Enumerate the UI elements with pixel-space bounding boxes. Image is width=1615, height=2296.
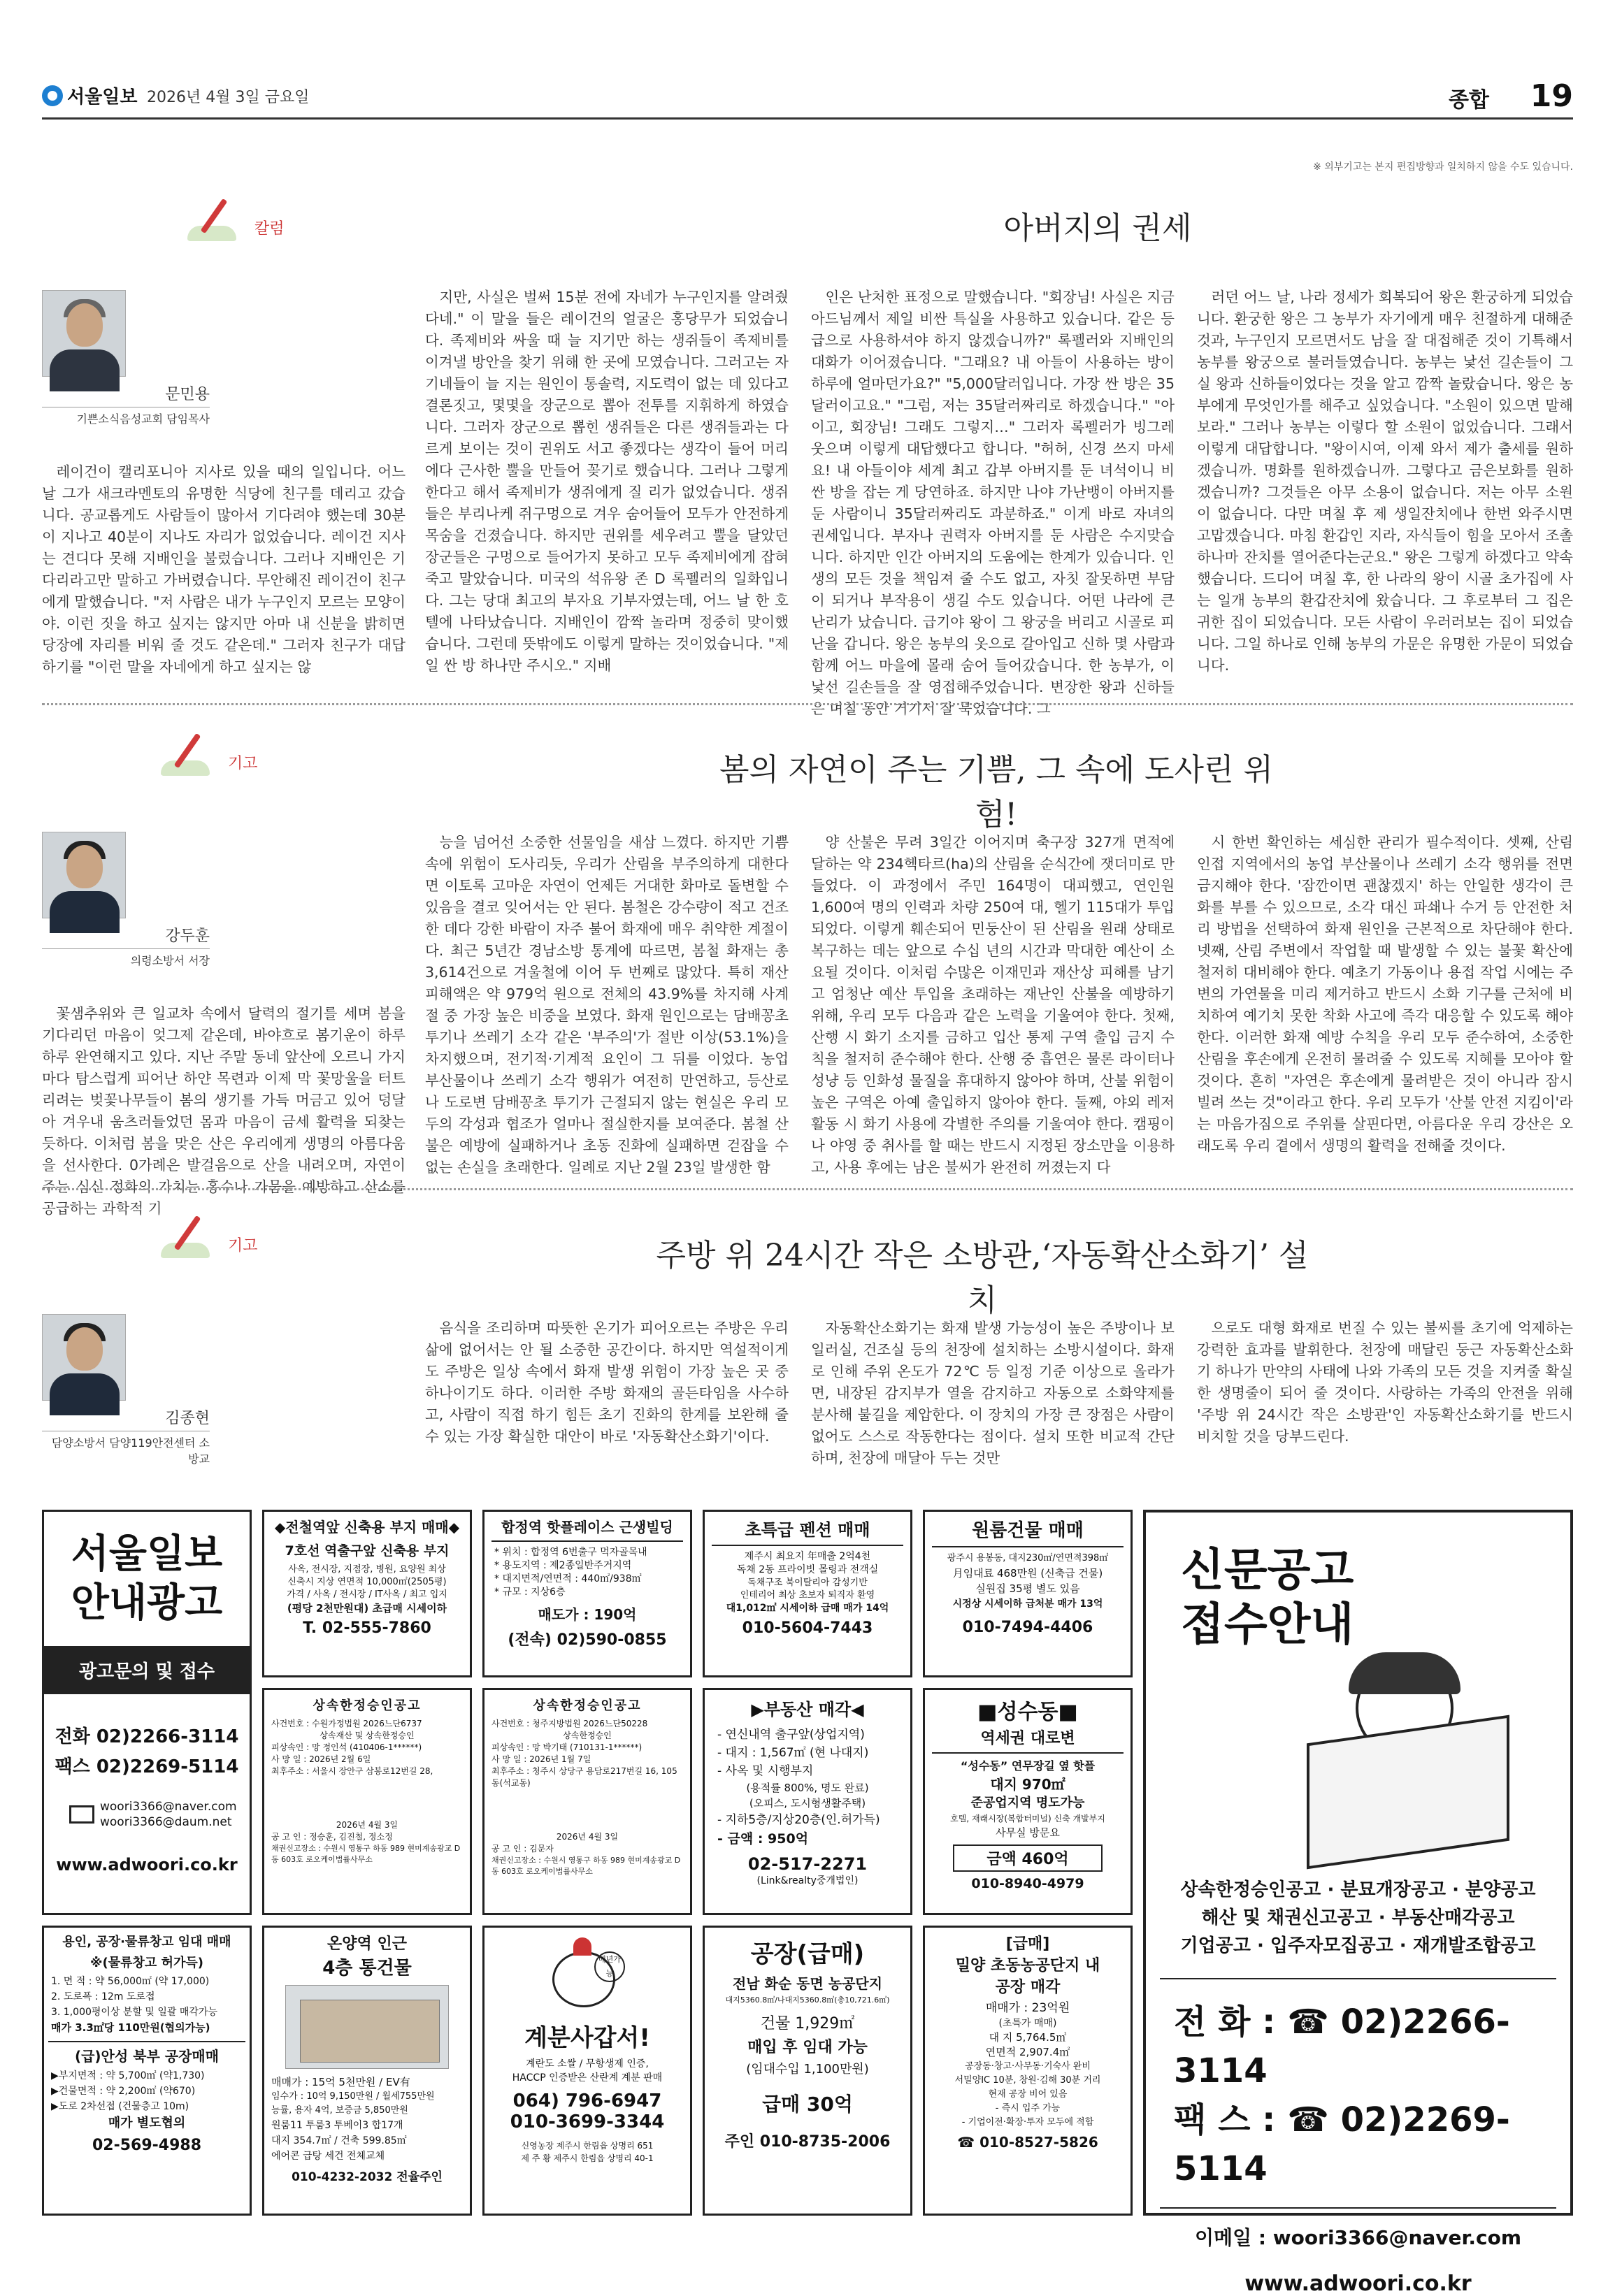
article2-column-3 [811, 832, 1175, 1178]
ad-line: 2026년 4월 3일 [556, 1832, 619, 1842]
ad-price: 급매 30억 [762, 2093, 853, 2116]
ad-line: 호텔, 재래시장(복합터미널) 신축 개발부지 [950, 1814, 1105, 1824]
ad-line: 최후주소 : 서울시 장안구 삼봉로12번길 28, [271, 1766, 433, 1776]
ad-price: 금액 460억 [953, 1844, 1103, 1872]
ad-line: 공 고 인 : 정승훈, 김진철, 정소정 [271, 1832, 393, 1842]
ad-title: 신문공고 [1181, 1545, 1354, 1596]
ad-line: 月임대료 468만원 (신축급 건물) [952, 1567, 1103, 1580]
ad-line: * 용도지역 : 제2종일반주거지역 [494, 1560, 632, 1571]
pen-book-icon [161, 1216, 224, 1258]
ad-line: 준공업지역 명도가능 [970, 1796, 1085, 1810]
ad-phone[interactable]: 주인 010-8735-2006 [724, 2133, 891, 2151]
ad-seongsu-sale[interactable] [923, 1688, 1133, 1915]
ad-line: 사 망 일 : 2026년 2월 6일 [271, 1754, 371, 1764]
ad-guide-contact-label: 광고문의 및 접수 [44, 1646, 250, 1694]
ad-line: 신축시 지상 연면적 10,000㎡(2505평) [287, 1577, 447, 1587]
ad-line: 매매가 : 15억 5천만원 / EV有 [271, 2076, 410, 2088]
paragraph: 능을 넘어선 소중한 선물임을 새삼 느꼈다. 하지만 기쁨 속에 위험이 도사리듯, 우리가 산림을 부주의하게 대한다면 이토록 고마운 자연이 언제든 거대한 화마로 돌변할 수 있음을 결코 잊어서는 안 된다. 봄철은 강수량이 적고 건조한 데다 강한 바람이 자주 불어 화재에 매우 취약한 계절이다. 최근 5년간 경남소방 통계에 따르면, 봄철 화재는 총 3,614건으로 겨울철에 이어 두 번째로 많았다. 특히 재산 피해액은 약 979억 원으로 전체의 43.9%를 차지해 사계절 중 가장 높은 비중을 보였다. 화재 원인으로는 담배꽁초 투기나 쓰레기 소각 같은 '부주의'가 절반 이상(53.1%)을 차지했으며, 전기적·기계적 요인이 그 뒤를 이었다. 농업 부산물이나 쓰레기 소각 행위가 여전히 만연하고, 등산로나 도로변 담배꽁초 투기가 근절되지 않는 현실은 우리 모두의 각성과 협조가 얼마나 절실한지를 보여준다. 봄철 산불은 예방에 실패하거나 초동 진화에 실패하면 걷잡을 수 없는 손실을 초래한다. 일례로 지난 2월 23일 발생한 함 [425, 834, 789, 1176]
paragraph: 양 산불은 무려 3일간 이어지며 축구장 327개 면적에 달하는 약 234헥타르(ha)의 산림을 순식간에 잿더미로 만들었다. 이 과정에서 주민 164명이 대피했고, 연인원 1,600여 명의 인력과 차량 250여 대, 헬기 115대가 투입되었다. 이렇게 훼손되어 민둥산이 된 산림을 원래 상태로 복구하는 데는 앞으로 수십 년의 시간과 막대한 예산이 소요될 것이다. 이처럼 수많은 이재민과 재산상 피해를 남기고 엄청난 예산 투입을 초래하는 재난인 산불을 예방하기 위해, 우리 모두 다음과 같은 노력을 기울여야 한다. 첫째, 산행 시 화기 소지를 금하고 입산 통제 구역 출입 금지 수칙을 철저히 준수해야 한다. 산행 중 흡연은 물론 라이터나 성냥 등 인화성 물질을 휴대하지 않아야 하며, 산불 위험이 높은 구역은 아예 출입하지 않아야 한다. 둘째, 야외 레저 활동 시 화기 사용에 각별한 주의를 기울여야 한다. 캠핑이나 야영 중 취사를 할 때는 반드시 지정된 장소만을 이용하고, 사용 후에는 남은 불씨가 완전히 꺼졌는지 다 [811, 834, 1175, 1176]
article2-title: 봄의 자연이 주는 기쁨, 그 속에 도사린 위험! [719, 752, 1273, 832]
ad-line: 2026년 4월 3일 [336, 1820, 399, 1830]
paragraph: 레이건이 캘리포니아 지사로 있을 때의 일입니다. 어느 날 그가 새크라멘토의 유명한 식당에 친구를 데리고 갔습니다. 공교롭게도 사람들이 많아서 기다려야 했는데 30분이 지나고 40분이 지나도 자리가 없었습니다. 레이건 지사는 견디다 못해 지배인을 불렀습니다. 그러나 지배인은 기다리라고만 말하고 가버렸습니다. 무안해진 레이건이 친구에게 말했습니다. "저 사람은 내가 누구인지 모르는 모양이야. 이런 짓을 하고 싶지는 않지만 아마 내 신분을 밝히면 당장에 자리를 비워 줄 것도 같은데." 그러자 친구가 대답하기를 "이런 말을 자네에게 하고 싶지는 않 [42, 463, 405, 675]
contribution-label [161, 1216, 258, 1258]
article3-author [42, 1314, 210, 1466]
ad-guide-subtitle: 안내광고 [71, 1580, 223, 1626]
ad-title: 용인, 공장·물류창고 임대 매매 [62, 1935, 231, 1949]
author-name: 김종현 [42, 1406, 210, 1431]
paragraph: 음식을 조리하며 따뜻한 온기가 피어오르는 주방은 우리 삶에 없어서는 안 될 소중한 공간이다. 하지만 역설적이게도 주방은 일상 속에서 화재 발생 위험이 가장 높은 곳 중 하나이기도 하다. 이러한 주방 화재의 골든타임을 사수하고, 사람이 직접 하기 힘든 초기 진화의 한계를 보완해 줄 수 있는 가장 확실한 대안이 바로 '자동확산소화기'이다. [425, 1320, 789, 1445]
ad-subtitle: 역세권 대로변 [980, 1730, 1075, 1747]
ad-line: 시정상 시세이하 급처분 매가 13억 [952, 1598, 1103, 1610]
author-photo [42, 1314, 126, 1401]
article2-column-1 [42, 1003, 405, 1220]
ad-factory-lease[interactable] [42, 1926, 252, 2216]
ad-phone[interactable]: 010-8940-4979 [971, 1876, 1084, 1891]
ad-phone[interactable]: 02-569-4988 [92, 2137, 202, 2154]
article3-column-3 [811, 1317, 1175, 1469]
ad-line: 매가 별도협의 [108, 2116, 186, 2130]
paragraph: 꽃샘추위와 큰 일교차 속에서 달력의 절기를 세며 봄을 기다리던 마음이 엊그제 같은데, 바야흐로 봄기운이 하루하루 완연해지고 있다. 지난 주말 동네 앞산에 오르니 가지마다 탐스럽게 피어난 하얀 목련과 이제 막 꽃망울을 터트리려는 벚꽃나무들이 봄의 생기를 가득 머금고 있어 덩달아 겨우내 움츠러들었던 몸과 마음이 금세 활력을 되찾는 듯하다. 이처럼 봄을 맞은 산은 우리에게 생명의 아름다움을 선사한다. 0가례은 발걸음으로 산을 내려오며, 자연이 주는 심신 정화의 가치는 홍수나 가뭄을 예방하고 산소를 공급하는 과학적 기 [42, 1005, 405, 1217]
ad-line: 현재 공장 비어 있음 [988, 2089, 1068, 2100]
newspaper-reader-icon [1307, 1652, 1516, 1862]
ad-line: 실원집 35평 별도 있음 [975, 1582, 1080, 1595]
article2-author [42, 832, 210, 968]
ad-line: * 대지면적/연면적 : 440㎡/938㎡ [494, 1573, 642, 1584]
ad-line: ▶부지면적 : 약 5,700㎡ (약1,730) [51, 2070, 205, 2081]
author-role: 기쁜소식음성교회 담임목사 [76, 412, 210, 426]
column-label [187, 199, 285, 241]
ad-inheritance-notice-2[interactable] [482, 1688, 692, 1915]
ad-line: 가격 / 사옥 / 전시장 / IT사옥 / 최고 입지 [287, 1589, 447, 1600]
ad-line: 독채구조 북이탈리아 감성기반 [747, 1577, 868, 1588]
ad-line: (초특가 매매) [998, 2018, 1057, 2029]
ad-line: (용적률 800%, 명도 완료) [746, 1782, 869, 1794]
ad-title: 공장(급매) [750, 1940, 865, 1968]
ad-line: 임수가 : 10억 9,150만원 / 월세755만원 [271, 2091, 435, 2102]
ad-inheritance-notice-1[interactable] [262, 1688, 472, 1915]
ad-subtitle: 7호선 역출구앞 신축용 부지 [285, 1543, 450, 1559]
ad-line: 서밀양IC 10분, 창원·김해 30분 거리 [954, 2075, 1101, 2086]
ad-line: (임대수입 1,100만원) [746, 2062, 869, 2077]
ad-line: 상속한정승인 [563, 1731, 612, 1740]
paragraph: 러던 어느 날, 나라 정세가 회복되어 왕은 환궁하게 되었습니다. 환궁한 왕은 그 농부가 자기에게 매우 친절하게 대해준 것과, 누구인지 모르면서도 남을 잘 대접해준 것이 기특해서 농부를 왕궁으로 불러들였습니다. 농부는 낯선 길손들이 그 실 왕과 신하들이었다는 것을 알고 깜짝 놀랐습니다. 왕은 농부에게 무엇인가를 해주고 싶었습니다. "소원이 있으면 말해보라." 그러나 농부는 이렇다 할 소원이 없었습니다. 그래서 이렇게 대답합니다. "왕이시여, 이제 와서 제가 출세를 원하겠습니까. 명화를 원하겠습니까. 그렇다고 금은보화를 원하겠습니까? 그것들은 아무 소용이 없습니다. 저는 아무 소원이 없습니다. 다만 며칠 후 제 생일잔치에나 한번 와주시면 고맙겠습니다. 마침 환갑인 지라, 자식들이 힘을 모아서 조촐하나마 잔치를 열어준다는군요." 왕은 그렇게 하겠다고 약속했습니다. 드디어 며칠 후, 한 나라의 왕이 시골 초가집에 사는 일개 농부의 환갑잔치에 왔습니다. 그 후로부터 그 집은 귀한 집이 되었습니다. 모든 사람이 우러러보는 집이 되었습니다. 그일 하나로 인해 농부의 가문은 유명한 가문이 되었습니다. [1197, 289, 1573, 674]
envelope-icon [69, 1805, 94, 1824]
ad-phone[interactable]: 010-7494-4406 [962, 1619, 1093, 1636]
ad-title: 초특급 펜션 매매 [745, 1520, 870, 1540]
ad-phone[interactable]: T. 02-555-7860 [303, 1619, 431, 1637]
ad-line: 능률, 용자 4억, 보증금 5,850만원 [271, 2105, 408, 2116]
ad-title: ◆전철역앞 신축용 부지 매매◆ [274, 1519, 460, 1536]
ad-line: 제주시 최요지 年매출 2억4천 [744, 1551, 871, 1562]
ad-onyang-building[interactable] [262, 1926, 472, 2216]
ad-line: (오피스, 도시형생활주택) [749, 1797, 866, 1810]
section-name: 종합 [1449, 88, 1489, 113]
ad-building-sale[interactable] [482, 1510, 692, 1677]
ad-line: 해산 및 채권신고공고 · 부동산매각공고 [1201, 1907, 1515, 1928]
section-divider [42, 703, 1573, 705]
ad-manure-sale[interactable] [482, 1926, 692, 2216]
ad-line: 대1,012㎡ 시세이하 급매 매가 14억 [726, 1603, 889, 1614]
badge: 매년가능 [594, 1951, 625, 1982]
section-divider [42, 1188, 1573, 1190]
email-2[interactable]: woori3366@daum.net [100, 1815, 232, 1829]
ad-agent: (Link&realty중개법인) [756, 1875, 859, 1886]
ad-line: 대지 354.7㎡ / 건축 599.85㎡ [271, 2135, 407, 2146]
ad-line: 독채 2동 프라이빗 몰링과 전객실 [736, 1564, 879, 1575]
ad-phone[interactable]: (전속) 02)590-0855 [508, 1631, 667, 1649]
ad-subtitle: 접수안내 [1181, 1599, 1354, 1651]
ad-phone[interactable]: 010-4232-2032 전율주인 [292, 2170, 443, 2184]
ad-line: 3. 1,000평이상 분할 및 일괄 매각가능 [51, 2007, 217, 2018]
ad-guide-fax[interactable]: 팩스 02)2269-5114 [55, 1756, 239, 1777]
ad-line: - 대지 : 1,567㎡ (현 나대지) [717, 1746, 869, 1760]
ad-line: “성수동” 연무장길 옆 핫플 [960, 1759, 1096, 1772]
page-number: 19 [1530, 78, 1573, 114]
issue-date: 2026년 4월 3일 금요일 [147, 89, 310, 106]
ad-line: 건물 1,929㎡ [760, 2015, 855, 2033]
ad-line: 채권신고장소 : 수원시 영통구 하동 989 현미계송광교 D동 603호 로오케이법률사무소 [271, 1844, 461, 1864]
author-name: 문민용 [42, 382, 210, 407]
ad-phone[interactable]: 전 화 : ☎ 02)2266-3114 [1174, 2002, 1510, 2091]
classified-ads [42, 1510, 1573, 2296]
ad-line: 사옥, 전시장, 지점장, 병원, 요양원 최상 [288, 1564, 446, 1575]
article1-title: 아버지의 권세 [1003, 210, 1192, 246]
ad-title-2: (급)안성 북부 공장매매 [74, 2048, 220, 2065]
ad-line: 상속재산 및 상속한정승인 [320, 1731, 415, 1740]
paragraph: 시 한번 확인하는 세심한 관리가 필수적이다. 셋째, 산림 인접 지역에서의 농업 부산물이나 쓰레기 소각 행위를 전면 금지해야 한다. '잠깐이면 괜찮겠지' 하는 안일한 생각이 큰 화를 부를 수 있으므로, 소각 대신 파쇄나 수거 등 안전한 처리 방법을 선택하여 화재 원인을 근본적으로 차단해야 한다. 넷째, 산림 주변에서 작업할 때 발생할 수 있는 불꽃 확산에 철저히 대비해야 한다. 예초기 가동이나 용접 작업 시에는 주변의 가연물을 미리 제거하고 반드시 소화 기구를 근처에 비치하여 예기치 못한 착화 사고에 즉각 대응할 수 있도록 해야 한다. 이러한 화재 예방 수칙을 우리 모두 준수하여, 소중한 산림을 후손에게 온전히 물려줄 수 있도록 지혜를 모아야 할 것이다. 흔히 "자연은 후손에게 물려받은 것이 아니라 잠시 빌려 쓰는 것"이라고 한다. 우리 모두가 '산불 안전 지킴이'라는 마음가짐으로 주위를 살핀다면, 아름다운 우리 강산은 오래도록 우리 곁에서 생명의 활력을 전해줄 것이다. [1197, 834, 1573, 1154]
masthead-rule [42, 117, 1573, 120]
ad-title: ▶부동산 매각◀ [751, 1700, 864, 1719]
article1-column-3 [811, 287, 1175, 720]
ad-line: - 금액 : 950억 [717, 1831, 809, 1847]
author-role: 담양소방서 담양119안전센터 소방교 [51, 1436, 210, 1466]
author-photo [42, 290, 126, 377]
ad-line: 매입 후 임대 가능 [747, 2039, 868, 2056]
contribution-label-text: 기고 [228, 1237, 258, 1255]
ad-line: 사건번호 : 청주지방법원 2026느단50228 [491, 1719, 648, 1728]
ad-pension-sale[interactable] [703, 1510, 912, 1677]
ad-subtitle: ※(물류창고 허가득) [90, 1956, 203, 1970]
ad-line: ▶건물면적 : 약 2,200㎡ (약670) [51, 2086, 196, 2097]
ad-line: 공장동·창고·사무동·기숙사 완비 [965, 2061, 1091, 2072]
ad-line: * 규모 : 지상6층 [494, 1587, 566, 1598]
article1-column-4 [1197, 287, 1573, 677]
ad-subtitle: 밀양 초동농공단지 내 [955, 1957, 1100, 1974]
ad-line: 1. 면 적 : 약 56,000㎡ (약 17,000) [51, 1976, 210, 1987]
ad-guide[interactable] [42, 1510, 252, 1915]
ad-land-sale[interactable] [262, 1510, 472, 1677]
ad-line: 대지5360.8㎡/나대지5360.8㎡(총10,721.6㎡) [725, 1995, 890, 2005]
ad-miryang-factory[interactable] [923, 1926, 1133, 2216]
author-name: 강두훈 [42, 924, 210, 949]
ad-title: [급매] [1005, 1935, 1050, 1953]
building-photo [285, 1985, 449, 2069]
ad-price: 매도가 : 190억 [538, 1606, 637, 1623]
ad-subtitle-2: 공장 매각 [995, 1979, 1061, 1996]
ad-line: 사건번호 : 수원가정법원 2026느단6737 [271, 1719, 422, 1728]
article2-column-4 [1197, 832, 1573, 1157]
article3-column-4 [1197, 1317, 1573, 1447]
ad-guide-tel[interactable]: 전화 02)2266-3114 [55, 1726, 239, 1747]
chicken-icon [545, 1937, 629, 2014]
paragraph: 지만, 사실은 벌써 15분 전에 자네가 누구인지를 알려줬다네." 이 말을 들은 레이건의 얼굴은 홍당무가 되었습니다. 족제비와 싸울 때 늘 지기만 하는 생쥐들이 족제비를 이겨낼 방안을 찾기 위해 한 곳에 모였습니다. 그러고는 자기네들이 늘 지는 원인이 통솔력, 지도력이 없는 데 있다고 결론짓고, 몇몇을 장군으로 뽑아 전투를 지휘하게 하였습니다. 그러자 장군으로 뽑힌 생쥐들은 다른 생쥐들과는 다르게 보이는 것이 권위도 서고 좋겠다는 생각이 들어 머리에다 근사한 뿔을 만들어 꽂기로 했습니다. 그러나 그렇게 한다고 해서 족제비가 생쥐에게 질 리가 없었습니다. 생쥐들은 부리나케 쥐구멍으로 겨우 숨어들어 모두가 안전하게 목숨을 건졌습니다. 하지만 권위를 세우려고 뿔을 달았던 장군들은 구멍으로 들어가지 못하고 모두 족제비에게 잡혀 죽고 말았습니다. 미국의 석유왕 존 D 록펠러의 일화입니다. 그는 당대 최고의 부자요 기부자였는데, 어느 날 한 호텔에 나타났습니다. 지배인이 깜짝 놀라며 정중히 맞이했습니다. 그런데 뜻밖에도 이렇게 말하는 것이었습니다. "제일 싼 방 하나만 주시오." 지배 [425, 289, 789, 674]
ad-line: - 지하5층/지상20층(인.허가득) [717, 1813, 880, 1827]
ad-line: * 위치 : 합정역 6번출구 먹자골목내 [494, 1547, 647, 1558]
author-photo [42, 832, 126, 918]
ad-line: 에어콘 급탕 세건 전체교체 [271, 2151, 385, 2162]
email-1[interactable]: woori3366@naver.com [100, 1800, 237, 1814]
ad-line: 매가 3.3㎡당 110만원(협의가능) [51, 2021, 210, 2034]
ad-line: 광주시 용봉동, 대지230㎡/연면적398㎡ [947, 1553, 1109, 1564]
ad-phone[interactable]: ☎ 010-8527-5826 [957, 2134, 1098, 2151]
ad-line: 최후주소 : 청주시 상당구 용담로217번길 16, 105동(석교동) [491, 1766, 677, 1788]
ad-title: ■성수동■ [977, 1700, 1078, 1724]
masthead [42, 78, 1573, 117]
newspaper-logo[interactable] [42, 82, 137, 108]
ad-line: ▶도로 2차선접 (건물층고 10m) [51, 2101, 189, 2112]
ad-title: 합정역 핫플레이스 근생빌딩 [501, 1519, 673, 1536]
ad-guide-title: 서울일보 [71, 1531, 223, 1577]
article3-column-2 [425, 1317, 789, 1447]
ad-line: 인테리어 최상 초보자 퇴직자 환영 [740, 1590, 875, 1601]
ad-email[interactable]: 이메일 : woori3366@naver.com [1194, 2226, 1522, 2249]
ad-guide-website[interactable]: www.adwoori.co.kr [56, 1855, 238, 1875]
ad-line: - 기업이전·확장·투자 모두에 적합 [961, 2117, 1094, 2128]
article2-column-2 [425, 832, 789, 1178]
ad-line: - 연신내역 출구앞(상업지역) [717, 1728, 865, 1742]
ad-line: 사무실 방문요 [996, 1826, 1060, 1839]
ad-title: 원룸건물 매매 [972, 1520, 1084, 1541]
ad-line: 기업공고 · 입주자모집공고 · 재개발조합공고 [1180, 1935, 1536, 1956]
ad-phone[interactable]: 010-3699-3344 [510, 2111, 665, 2132]
paragraph: 자동확산소화기는 화재 발생 가능성이 높은 주방이나 보일러실, 건조실 등의 천장에 설치하는 소방시설이다. 화재로 인해 주위 온도가 72℃ 등 일정 기준 이상으로 올라가면, 내장된 감지부가 열을 감지하고 자동으로 소화약제를 분사해 불길을 제압한다. 이 장치의 가장 큰 장점은 사람이 없어도 스스로 작동한다는 점이다. 설치 또한 비교적 간단하며, 천장에 매달아 두는 것만 [811, 1320, 1175, 1466]
paragraph: 으로도 대형 화재로 번질 수 있는 불씨를 초기에 억제하는 강력한 효과를 발휘한다. 천장에 매달린 둥근 자동확산소화기 하나가 만약의 사태에 나와 가족의 모든 것을 지켜줄 확실한 생명줄이 되어 줄 것이다. 사랑하는 가족의 안전을 위해 '주방 위 24시간 작은 소방관'인 자동확산소화기를 반드시 비치할 것을 당부드린다. [1197, 1320, 1573, 1445]
ad-line: 원룸11 투룸3 투베이3 합17개 [271, 2120, 403, 2131]
ad-notice-reception[interactable] [1143, 1510, 1573, 2296]
ad-line: 연면적 2,907.4㎡ [985, 2046, 1070, 2058]
ad-line: 대 지 5,764.5㎡ [989, 2031, 1067, 2044]
ad-line: 전남 화순 동면 농공단지 [732, 1975, 883, 1992]
ad-oneroom-sale[interactable] [923, 1510, 1133, 1677]
ad-phone[interactable]: 02-517-2271 [747, 1854, 868, 1874]
ad-phone[interactable]: 064) 796-6947 [512, 2091, 662, 2111]
column-label-text: 칼럼 [254, 220, 285, 238]
pen-book-icon [187, 199, 250, 241]
logo-text: 서울일보 [67, 87, 138, 108]
ad-line: 매매가 : 23억원 [985, 2001, 1070, 2015]
disclaimer: ※ 외부기고는 본지 편집방향과 일치하지 않을 수도 있습니다. [1313, 161, 1573, 173]
contribution-label [161, 734, 258, 776]
ad-line: 계란도 소쌀 / 무항생제 인증, [526, 2058, 649, 2070]
ad-title: 상속한정승인공고 [313, 1698, 422, 1713]
ad-line: 신영농장 제주시 한림읍 상명리 651 [521, 2141, 654, 2151]
paragraph: 인은 난처한 표정으로 말했습니다. "회장님! 사실은 지금 아드님께서 제일 비싼 특실을 사용하고 있습니다. 같은 등급으로 사용하셔야 하지 않겠습니까?" 록펠러와 지배인의 대화가 이어졌습니다. "그래요? 내 아들이 사용하는 방이 하루에 얼마던가요?" "5,000달러입니다. 가장 싼 방은 35달러이고요." "그럼, 저는 35달러짜리로 하겠습니다." "아이고, 회장님! 그래도 그렇지…" 그러자 록펠러가 빙그레 웃으며 이렇게 대답했다고 합니다. "허허, 신경 쓰지 마세요! 내 아들이야 세계 최고 갑부 아버지를 둔 녀석이니 비싼 방을 잡는 게 당연하죠. 하지만 나야 가난뱅이 아버지를 둔 사람이니 35달러짜리도 과분하죠." 이게 바로 자녀의 권세입니다. 부자나 권력자 아버지를 둔 사람은 수지맞습니다. 하지만 인간 아버지의 도움에는 한계가 있습니다. 인생의 모든 것을 책임져 줄 수도 없고, 자칫 잘못하면 부담이 되거나 부작용이 생길 수도 있습니다. 어떤 나라에 큰 난리가 났습니다. 급기야 왕이 그 왕궁을 버리고 시골로 피난을 갑니다. 왕은 농부의 옷으로 갈아입고 신하 몇 사람과 함께 어느 마을에 몰래 숨어 들어갔습니다. 한 농부가, 이 낯선 길손들을 잘 영접해주었습니다. 변장한 왕과 신하들은 며칠 동안 거기서 잘 묵었습니다. 그 [811, 289, 1175, 717]
article1-author [42, 290, 210, 426]
ad-line: 2. 도로폭 : 12m 도로접 [51, 1991, 155, 2002]
ad-line: 피상속인 : 망 정인석 (410406-1******) [271, 1742, 422, 1752]
ad-line: - 즉시 입주 가능 [995, 2103, 1061, 2114]
ad-title: 상속한정승인공고 [533, 1698, 642, 1713]
ad-guide-email [69, 1799, 250, 1830]
ad-title: 온양역 인근 [327, 1935, 407, 1953]
ad-title: 계분사갑서! [524, 2024, 650, 2052]
contribution-label-text: 기고 [228, 755, 258, 772]
article1-column-1 [42, 461, 405, 678]
ad-line: 채권신고장소 : 수원시 영통구 하동 989 현미계송광교 D동 603호 로오케이법률사무소 [491, 1856, 681, 1876]
ad-fax[interactable]: 팩 스 : ☎ 02)2269-5114 [1174, 2100, 1510, 2188]
ad-line: 공 고 인 : 김문자 [491, 1844, 554, 1854]
logo-circle-icon [42, 85, 63, 106]
ad-line: 상속한정승인공고 · 분묘개장공고 · 분양공고 [1180, 1879, 1536, 1900]
ad-website[interactable]: www.adwoori.co.kr [1244, 2272, 1472, 2296]
ad-line: 피상속인 : 망 박기태 (710131-1******) [491, 1742, 643, 1752]
ad-real-estate-sale[interactable] [703, 1688, 912, 1915]
ad-line: (평당 2천만원대) 초급매 시세이하 [287, 1602, 447, 1615]
ad-line: HACCP 인증받은 산란계 계분 판매 [512, 2072, 663, 2084]
ad-factory-urgent[interactable] [703, 1926, 912, 2216]
ad-phone[interactable]: 010-5604-7443 [742, 1619, 873, 1637]
author-role: 의령소방서 서장 [130, 954, 210, 967]
ad-line: - 사옥 및 시행부지 [717, 1764, 814, 1778]
ad-line: 대지 970㎡ [990, 1776, 1065, 1793]
pen-book-icon [161, 734, 224, 776]
article1-column-2 [425, 287, 789, 677]
ad-subtitle: 4층 통건물 [322, 1958, 412, 1979]
ad-line: 제 주 황 제주시 한림읍 상명리 40-1 [521, 2153, 654, 2163]
article3-title: 주방 위 24시간 작은 소방관,‘자동확산소화기’ 설치 [656, 1238, 1309, 1318]
ad-line: 사 망 일 : 2026년 1월 7일 [491, 1754, 591, 1764]
